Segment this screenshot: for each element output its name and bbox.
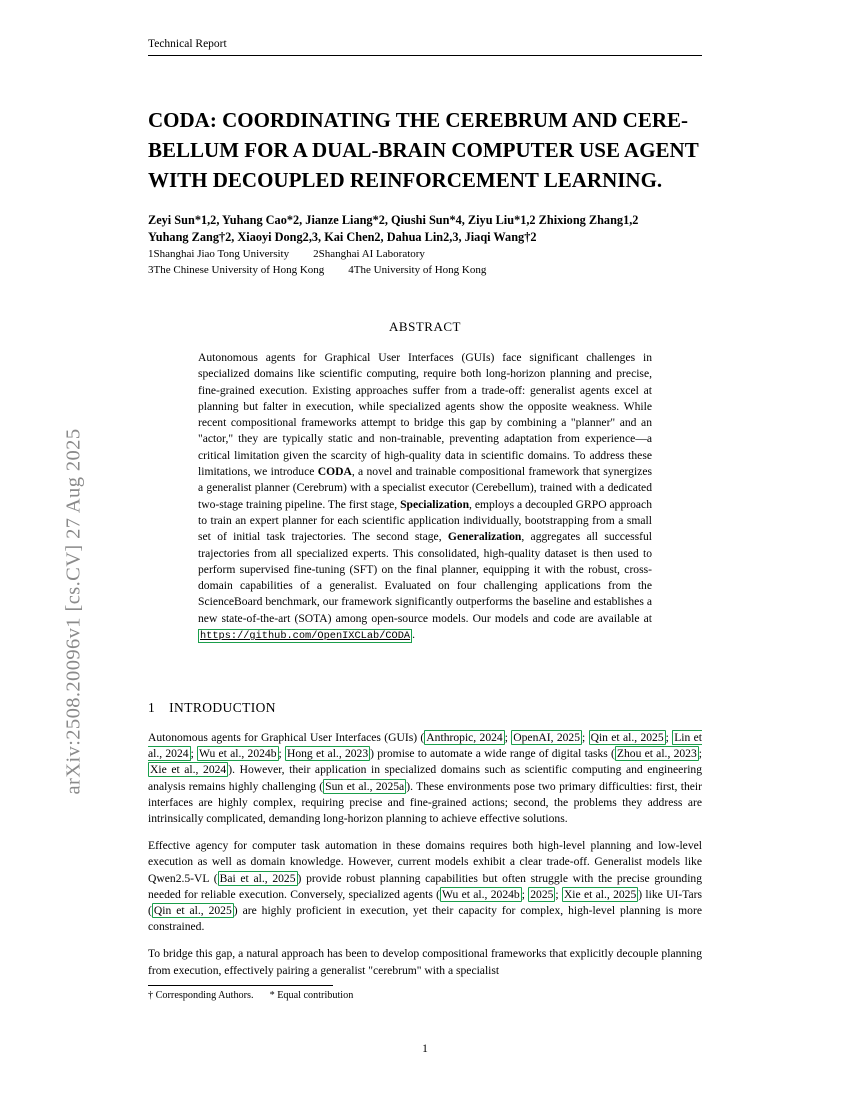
p1-text-4: ; [665, 731, 673, 744]
title-line-3: WITH DECOUPLED REINFORCEMENT LEARNING. [148, 168, 663, 192]
header-rule [148, 55, 702, 56]
citation-wu-2024b[interactable]: Wu et al., 2024b [199, 747, 277, 761]
footnote-equal-contribution: * Equal contribution [269, 990, 354, 1001]
p2-text-2: ) provide robust planning capabilities but often struggle with the precise grounding needed for reliable execution. Conversely, specialized agents ( [148, 871, 703, 901]
affiliations [148, 246, 702, 278]
title-line-2: BELLUM FOR A DUAL-BRAIN COMPUTER USE AGENT [148, 138, 699, 162]
citation-bai-2025[interactable]: Bai et al., 2025 [219, 871, 296, 885]
abstract-bold-coda: CODA [317, 465, 352, 479]
citation-wu-2024b-second[interactable]: Wu et al., 2024b [442, 887, 520, 901]
code-repository-link[interactable]: https://github.com/OpenIXCLab/CODA [200, 630, 411, 643]
footnote-rule [148, 985, 333, 986]
citation-lin-2024[interactable]: Lin et al., 2024 [148, 731, 702, 761]
author-list [148, 212, 702, 246]
affiliation-1: 1Shanghai Jiao Tong University [148, 248, 290, 260]
paragraph-2 [148, 838, 702, 935]
introduction-body [148, 730, 702, 990]
p2-text-3: ; [521, 887, 529, 901]
abstract-text-2: , a novel and trainable compositional framework that synergizes a generalist planner (Cerebrum) with a specialist executor (Cerebellum), trained with a dedicated two-stage training pipeline. The first stage, [198, 465, 652, 511]
abstract-text-end: . [412, 628, 415, 642]
p2-text-4: ; [555, 887, 562, 901]
footnote [148, 989, 702, 1003]
citation-2025[interactable]: 2025 [530, 887, 554, 901]
citation-hong-2023[interactable]: Hong et al., 2023 [286, 747, 369, 761]
p1-text-8: ; [698, 747, 702, 761]
citation-anthropic-2024[interactable]: Anthropic, 2024 [426, 731, 503, 744]
abstract-bold-generalization: Generalization [447, 530, 522, 544]
p3-text-1: To bridge this gap, a natural approach has been to develop compositional frameworks that explicitly decouple planning from execution, effectively pairing a generalist "cerebrum" with a specialist [148, 947, 702, 977]
p1-text-6: ; [278, 747, 285, 761]
p1-text-10: ). These environments pose two primary difficulties: first, their interfaces are highly complex, requiring precise and fine-grained actions; second, the problems they address are intrinsically complicated, demanding long-horizon planning to achieve effective solutions. [148, 779, 702, 826]
abstract-body [198, 350, 652, 644]
section-title: INTRODUCTION [169, 700, 276, 715]
section-heading-introduction [148, 700, 702, 716]
citation-sun-2025a[interactable]: Sun et al., 2025a [325, 779, 405, 793]
citation-xie-2025[interactable]: Xie et al., 2025 [563, 887, 637, 901]
running-head: Technical Report [148, 38, 227, 50]
p1-text-5: ; [190, 747, 198, 761]
paragraph-1 [148, 730, 702, 827]
p2-text-6: ) are highly proficient in execution, yet their capacity for complex, high-level planning is more constrained. [148, 904, 702, 934]
abstract-text-3: , employs a decoupled GRPO approach to train an expert planner for each scientific application individually, bootstrapping from a small set of initial task trajectories. The second stage, [198, 497, 652, 544]
author-line-1: Zeyi Sun*1,2, Yuhang Cao*2, Jianze Liang*2, Qiushi Sun*4, Ziyu Liu*1,2 Zhixiong Zhang1,2 [148, 213, 639, 227]
citation-zhou-2023[interactable]: Zhou et al., 2023 [616, 747, 697, 761]
citation-qin-2025[interactable]: Qin et al., 2025 [590, 731, 664, 744]
arxiv-stamp: arXiv:2508.20096v1 [cs.CV] 27 Aug 2025 [62, 428, 85, 795]
paper-page [148, 0, 702, 1100]
affiliation-3: 3The Chinese University of Hong Kong [148, 264, 325, 276]
p1-text-9: ). However, their application in specialized domains such as scientific computing and engineering analysis remains highly challenging ( [148, 763, 703, 793]
page-title [148, 105, 702, 195]
abstract-bold-specialization: Specialization [400, 497, 470, 511]
p1-text-7: ) promise to automate a wide range of digital tasks ( [370, 747, 615, 761]
p2-text-5: ) like UI-Tars ( [148, 887, 702, 918]
abstract-heading: ABSTRACT [389, 319, 461, 334]
footnote-corresponding: † Corresponding Authors. [148, 990, 254, 1001]
p1-text-1: Autonomous agents for Graphical User Interfaces (GUIs) ( [148, 731, 425, 744]
citation-qin-2025-second[interactable]: Qin et al., 2025 [153, 904, 232, 918]
author-line-2: Yuhang Zang†2, Xiaoyi Dong2,3, Kai Chen2, Dahua Lin2,3, Jiaqi Wang†2 [148, 230, 537, 244]
p1-text-2: ; [504, 731, 512, 744]
title-acronym: CODA [148, 108, 210, 132]
abstract-text-4: , aggregates all successful trajectories from all specialized experts. This consolidated, high-quality dataset is then used to perform supervised fine-tuning (SFT) on the final planner, equipping it with the robust, cross-domain capabilities of a generalist. Evaluated on four challenging applications from the ScienceBoard benchmark, our framework significantly outperforms the baseline and establishes a new state-of-the-art (SOTA) among open-source models. Our models and code are available at [198, 530, 652, 625]
page-number: 1 [422, 1043, 428, 1055]
section-number: 1 [148, 700, 156, 715]
abstract-text-1: Autonomous agents for Graphical User Interfaces (GUIs) face significant challenges in specialized domains like scientific computing, require both long-horizon planning and precise, fine-grained execution. Existing approaches suffer from a trade-off: generalist agents excel at planning but falter in execution, while specialized agents show the opposite weakness. While recent compositional frameworks attempt to bridge this gap by combining a "planner" and an "actor," they are typically static and non-trainable, preventing adaptation from experience—a critical limitation given the scarcity of high-quality data in scientific domains. To address these limitations, we introduce [198, 351, 652, 479]
citation-openai-2025[interactable]: OpenAI, 2025 [513, 731, 581, 744]
citation-xie-2024[interactable]: Xie et al., 2024 [150, 763, 227, 777]
affiliation-4: 4The University of Hong Kong [348, 264, 487, 276]
p2-text-1: Effective agency for computer task automation in these domains requires both high-level planning and low-level execution as well as domain knowledge. However, current models exhibit a clear trade-off. Generalist models like Qwen2.5-VL ( [148, 839, 702, 885]
affiliation-2: 2Shanghai AI Laboratory [313, 248, 425, 260]
title-line-1: : COORDINATING THE CEREBRUM AND CERE- [209, 108, 689, 132]
p1-text-3: ; [582, 731, 589, 744]
paragraph-3 [148, 946, 702, 978]
